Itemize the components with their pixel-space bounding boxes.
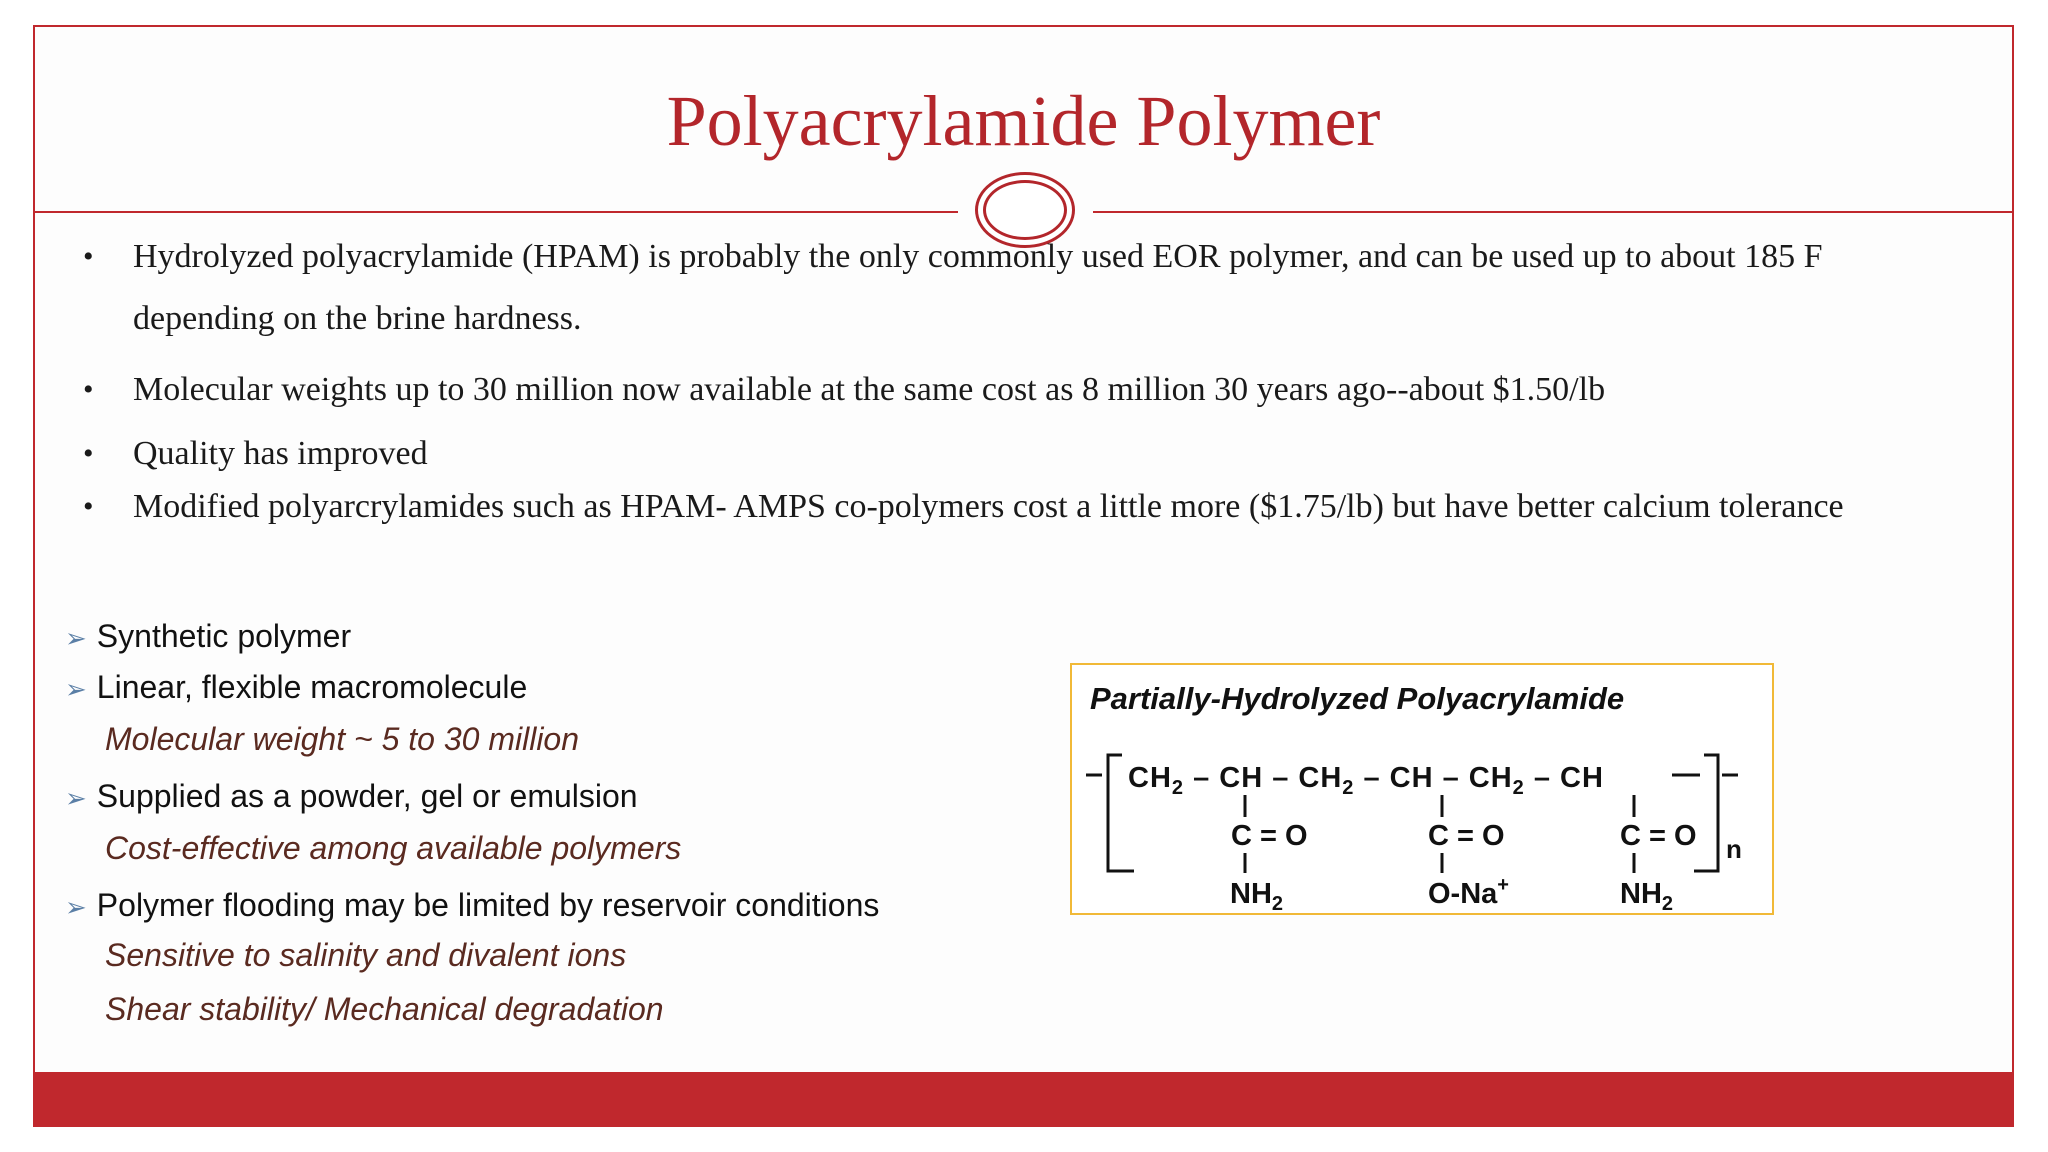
structure-diagram — [1072, 665, 1776, 917]
feature-label: Linear, flexible macromolecule — [96, 669, 528, 705]
feature-label: Supplied as a powder, gel or emulsion — [96, 778, 638, 814]
bullet-dot-icon: • — [83, 490, 94, 523]
carboxylate-group: O-Na+ — [1428, 874, 1509, 910]
footer-bar — [33, 1072, 2014, 1127]
arrow-bullet-icon: ➢ — [65, 623, 87, 653]
title-divider-left — [33, 211, 958, 213]
feature-note: Sensitive to salinity and divalent ions — [105, 937, 627, 973]
carbonyl-group: C = O — [1231, 820, 1308, 852]
bullet-dot-icon: • — [83, 437, 94, 470]
feature-item — [65, 887, 879, 924]
feature-item — [65, 618, 351, 655]
feature-note: Molecular weight ~ 5 to 30 million — [105, 721, 580, 757]
bullet-text: Modified polyarcrylamides such as HPAM- AMPS co-polymers cost a little more ($1.75/lb) but have better calcium tolerance — [133, 488, 1844, 525]
bullet-dot-icon: • — [83, 240, 94, 273]
carbonyl-group: C = O — [1428, 820, 1505, 852]
structure-figure — [1070, 663, 1774, 915]
repeat-unit-label: n — [1726, 834, 1742, 864]
feature-note: Cost-effective among available polymers — [105, 830, 682, 866]
bullet-item — [83, 359, 1960, 421]
bullet-text: Quality has improved — [133, 435, 428, 472]
feature-item — [65, 669, 527, 706]
page-title: Polyacrylamide Polymer — [666, 81, 1381, 161]
structure-title: Partially-Hydrolyzed Polyacrylamide — [1090, 681, 1625, 716]
feature-item — [65, 778, 638, 815]
bullet-dot-icon: • — [83, 373, 94, 406]
feature-label: Synthetic polymer — [96, 618, 352, 654]
arrow-bullet-icon: ➢ — [65, 892, 87, 922]
feature-label: Polymer flooding may be limited by reservoir conditions — [96, 887, 880, 923]
bullet-item — [83, 476, 1960, 538]
feature-note: Shear stability/ Mechanical degradation — [105, 991, 664, 1027]
carbonyl-group: C = O — [1620, 820, 1697, 852]
bullet-item — [83, 226, 1960, 350]
title-divider-right — [1093, 211, 2013, 213]
backbone-formula: $CH_2$ – CH – $CH_2$ – CH – $CH_2$ – CH — [1128, 762, 1604, 799]
bullet-text: Hydrolyzed polyacrylamide (HPAM) is probably the only commonly used EOR polymer, and can be used up to about 185 F depending on the brine hardness. — [133, 238, 1823, 337]
arrow-bullet-icon: ➢ — [65, 674, 87, 704]
bullet-text: Molecular weights up to 30 million now available at the same cost as 8 million 30 years ago--about $1.50/lb — [133, 371, 1606, 408]
amide-group: $NH_2$ — [1620, 878, 1674, 915]
amide-group: $NH_2$ — [1230, 878, 1284, 915]
arrow-bullet-icon: ➢ — [65, 783, 87, 813]
